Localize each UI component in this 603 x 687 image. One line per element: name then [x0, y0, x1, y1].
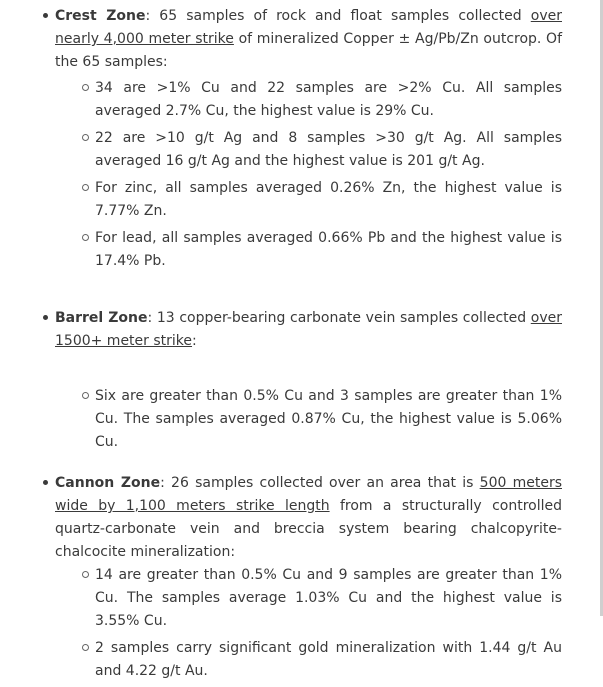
list-item: For zinc, all samples averaged 0.26% Zn, the highest value is 7.77% Zn.: [55, 177, 562, 223]
zone-cannon-text-b: from a structurally controlled quartz-carbonate vein and breccia system bearing chalcopyrite-chalcocite mineralization:: [55, 498, 562, 560]
zone-crest-results: [55, 77, 562, 273]
zone-barrel-title: Barrel Zone: [55, 310, 148, 326]
zone-barrel: [0, 307, 600, 454]
list-item: 22 are >10 g/t Ag and 8 samples >30 g/t Ag. All samples averaged 16 g/t Ag and the highest value is 201 g/t Ag.: [55, 127, 562, 173]
zone-cannon: [0, 472, 600, 683]
zone-barrel-strike-link[interactable]: over 1500+ meter strike: [55, 310, 562, 349]
zone-barrel-text-a: : 13 copper-bearing carbonate vein samples collected: [147, 310, 531, 326]
document-body: [0, 5, 600, 687]
list-item: 2 samples carry significant gold mineralization with 1.44 g/t Au and 4.22 g/t Au.: [55, 637, 562, 683]
list-item: For lead, all samples averaged 0.66% Pb and the highest value is 17.4% Pb.: [55, 227, 562, 273]
zone-crest-summary: [55, 5, 562, 74]
zone-barrel-text-b: :: [192, 333, 197, 349]
list-item: 14 are greater than 0.5% Cu and 9 samples are greater than 1% Cu. The samples average 1.03% Cu and the highest value is 3.55% Cu.: [55, 564, 562, 633]
zone-barrel-results: [55, 385, 562, 454]
zone-crest-title: Crest Zone: [55, 8, 146, 24]
zone-cannon-area-link[interactable]: 500 meters wide by 1,100 meters strike length: [55, 475, 562, 514]
zone-barrel-summary: [55, 307, 562, 353]
zone-cannon-text-a: : 26 samples collected over an area that is: [160, 475, 480, 491]
zone-crest: [0, 5, 600, 273]
list-item: Six are greater than 0.5% Cu and 3 samples are greater than 1% Cu. The samples averaged 0.87% Cu, the highest value is 5.06% Cu.: [55, 385, 562, 454]
zone-list: [0, 5, 600, 683]
zone-cannon-results: [55, 564, 562, 683]
zone-crest-strike-link[interactable]: over nearly 4,000 meter strike: [55, 8, 562, 47]
zone-crest-text-b: of mineralized Copper ± Ag/Pb/Zn outcrop. Of the 65 samples:: [55, 31, 563, 70]
zone-cannon-title: Cannon Zone: [55, 475, 161, 491]
list-item: 34 are >1% Cu and 22 samples are >2% Cu. All samples averaged 2.7% Cu, the highest value is 29% Cu.: [55, 77, 562, 123]
zone-crest-text-a: : 65 samples of rock and float samples collected: [145, 8, 531, 24]
zone-cannon-summary: [55, 472, 562, 564]
